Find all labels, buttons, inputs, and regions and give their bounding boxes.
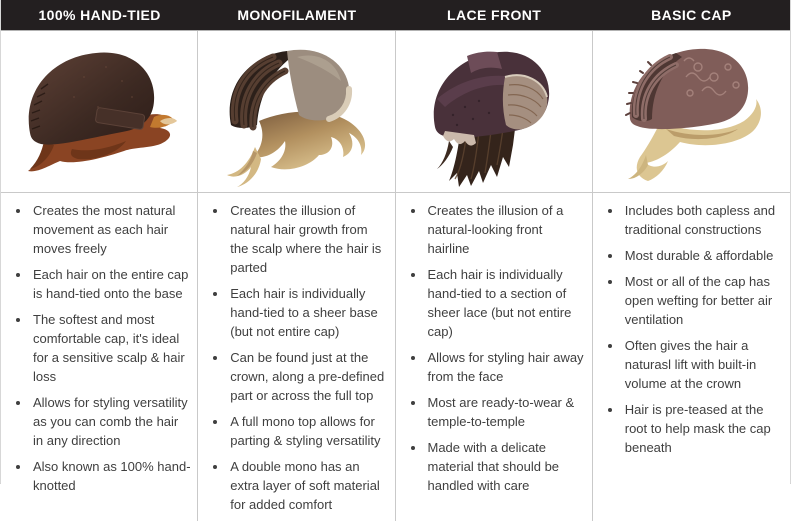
- feature-list: [599, 201, 784, 457]
- feature-item: • Most are ready-to-wear & temple-to-temple: [426, 393, 586, 431]
- monofilament-wig-image: [211, 37, 381, 187]
- feature-item: • Each hair is individually hand-tied to a sheer base (but not entire cap): [228, 284, 388, 341]
- column-header-monofilament: MONOFILAMENT: [198, 0, 395, 31]
- image-cell-basic-cap: [593, 31, 790, 192]
- feature-item: • Creates the most natural movement as each hair moves freely: [31, 201, 191, 258]
- features-cell-hand-tied: [1, 192, 198, 521]
- image-cell-monofilament: [198, 31, 395, 192]
- column-header-hand-tied: 100% HAND-TIED: [1, 0, 198, 31]
- hand-tied-wig-image: [14, 37, 184, 187]
- features-cell-lace-front: [396, 192, 593, 521]
- feature-list: [7, 201, 191, 495]
- feature-item: • The softest and most comfortable cap, it's ideal for a sensitive scalp & hair loss: [31, 310, 191, 386]
- feature-item: • Allows for styling hair away from the face: [426, 348, 586, 386]
- feature-item: • Most durable & affordable: [623, 246, 784, 265]
- features-cell-monofilament: [198, 192, 395, 521]
- lace-front-wig-image: [409, 37, 579, 187]
- feature-list: [402, 201, 586, 495]
- feature-item: • A full mono top allows for parting & styling versatility: [228, 412, 388, 450]
- features-cell-basic-cap: [593, 192, 790, 521]
- feature-list: [204, 201, 388, 514]
- feature-item: • Creates the illusion of natural hair growth from the scalp where the hair is parted: [228, 201, 388, 277]
- feature-item: • Includes both capless and traditional constructions: [623, 201, 784, 239]
- feature-item: • Made with a delicate material that should be handled with care: [426, 438, 586, 495]
- column-header-basic-cap: BASIC CAP: [593, 0, 790, 31]
- feature-item: • Each hair is individually hand-tied to a section of sheer lace (but not entire cap): [426, 265, 586, 341]
- image-cell-hand-tied: [1, 31, 198, 192]
- feature-item: • A double mono has an extra layer of soft material for added comfort: [228, 457, 388, 514]
- feature-item: • Each hair on the entire cap is hand-tied onto the base: [31, 265, 191, 303]
- feature-item: • Hair is pre-teased at the root to help mask the cap beneath: [623, 400, 784, 457]
- basic-cap-wig-image: [606, 37, 776, 187]
- feature-item: • Creates the illusion of a natural-looking front hairline: [426, 201, 586, 258]
- feature-item: • Often gives the hair a naturasl lift with built-in volume at the crown: [623, 336, 784, 393]
- feature-item: • Most or all of the cap has open wefting for better air ventilation: [623, 272, 784, 329]
- image-cell-lace-front: [396, 31, 593, 192]
- feature-item: • Also known as 100% hand-knotted: [31, 457, 191, 495]
- column-header-lace-front: LACE FRONT: [396, 0, 593, 31]
- feature-item: • Can be found just at the crown, along a pre-defined part or across the full top: [228, 348, 388, 405]
- feature-item: • Allows for styling versatility as you can comb the hair in any direction: [31, 393, 191, 450]
